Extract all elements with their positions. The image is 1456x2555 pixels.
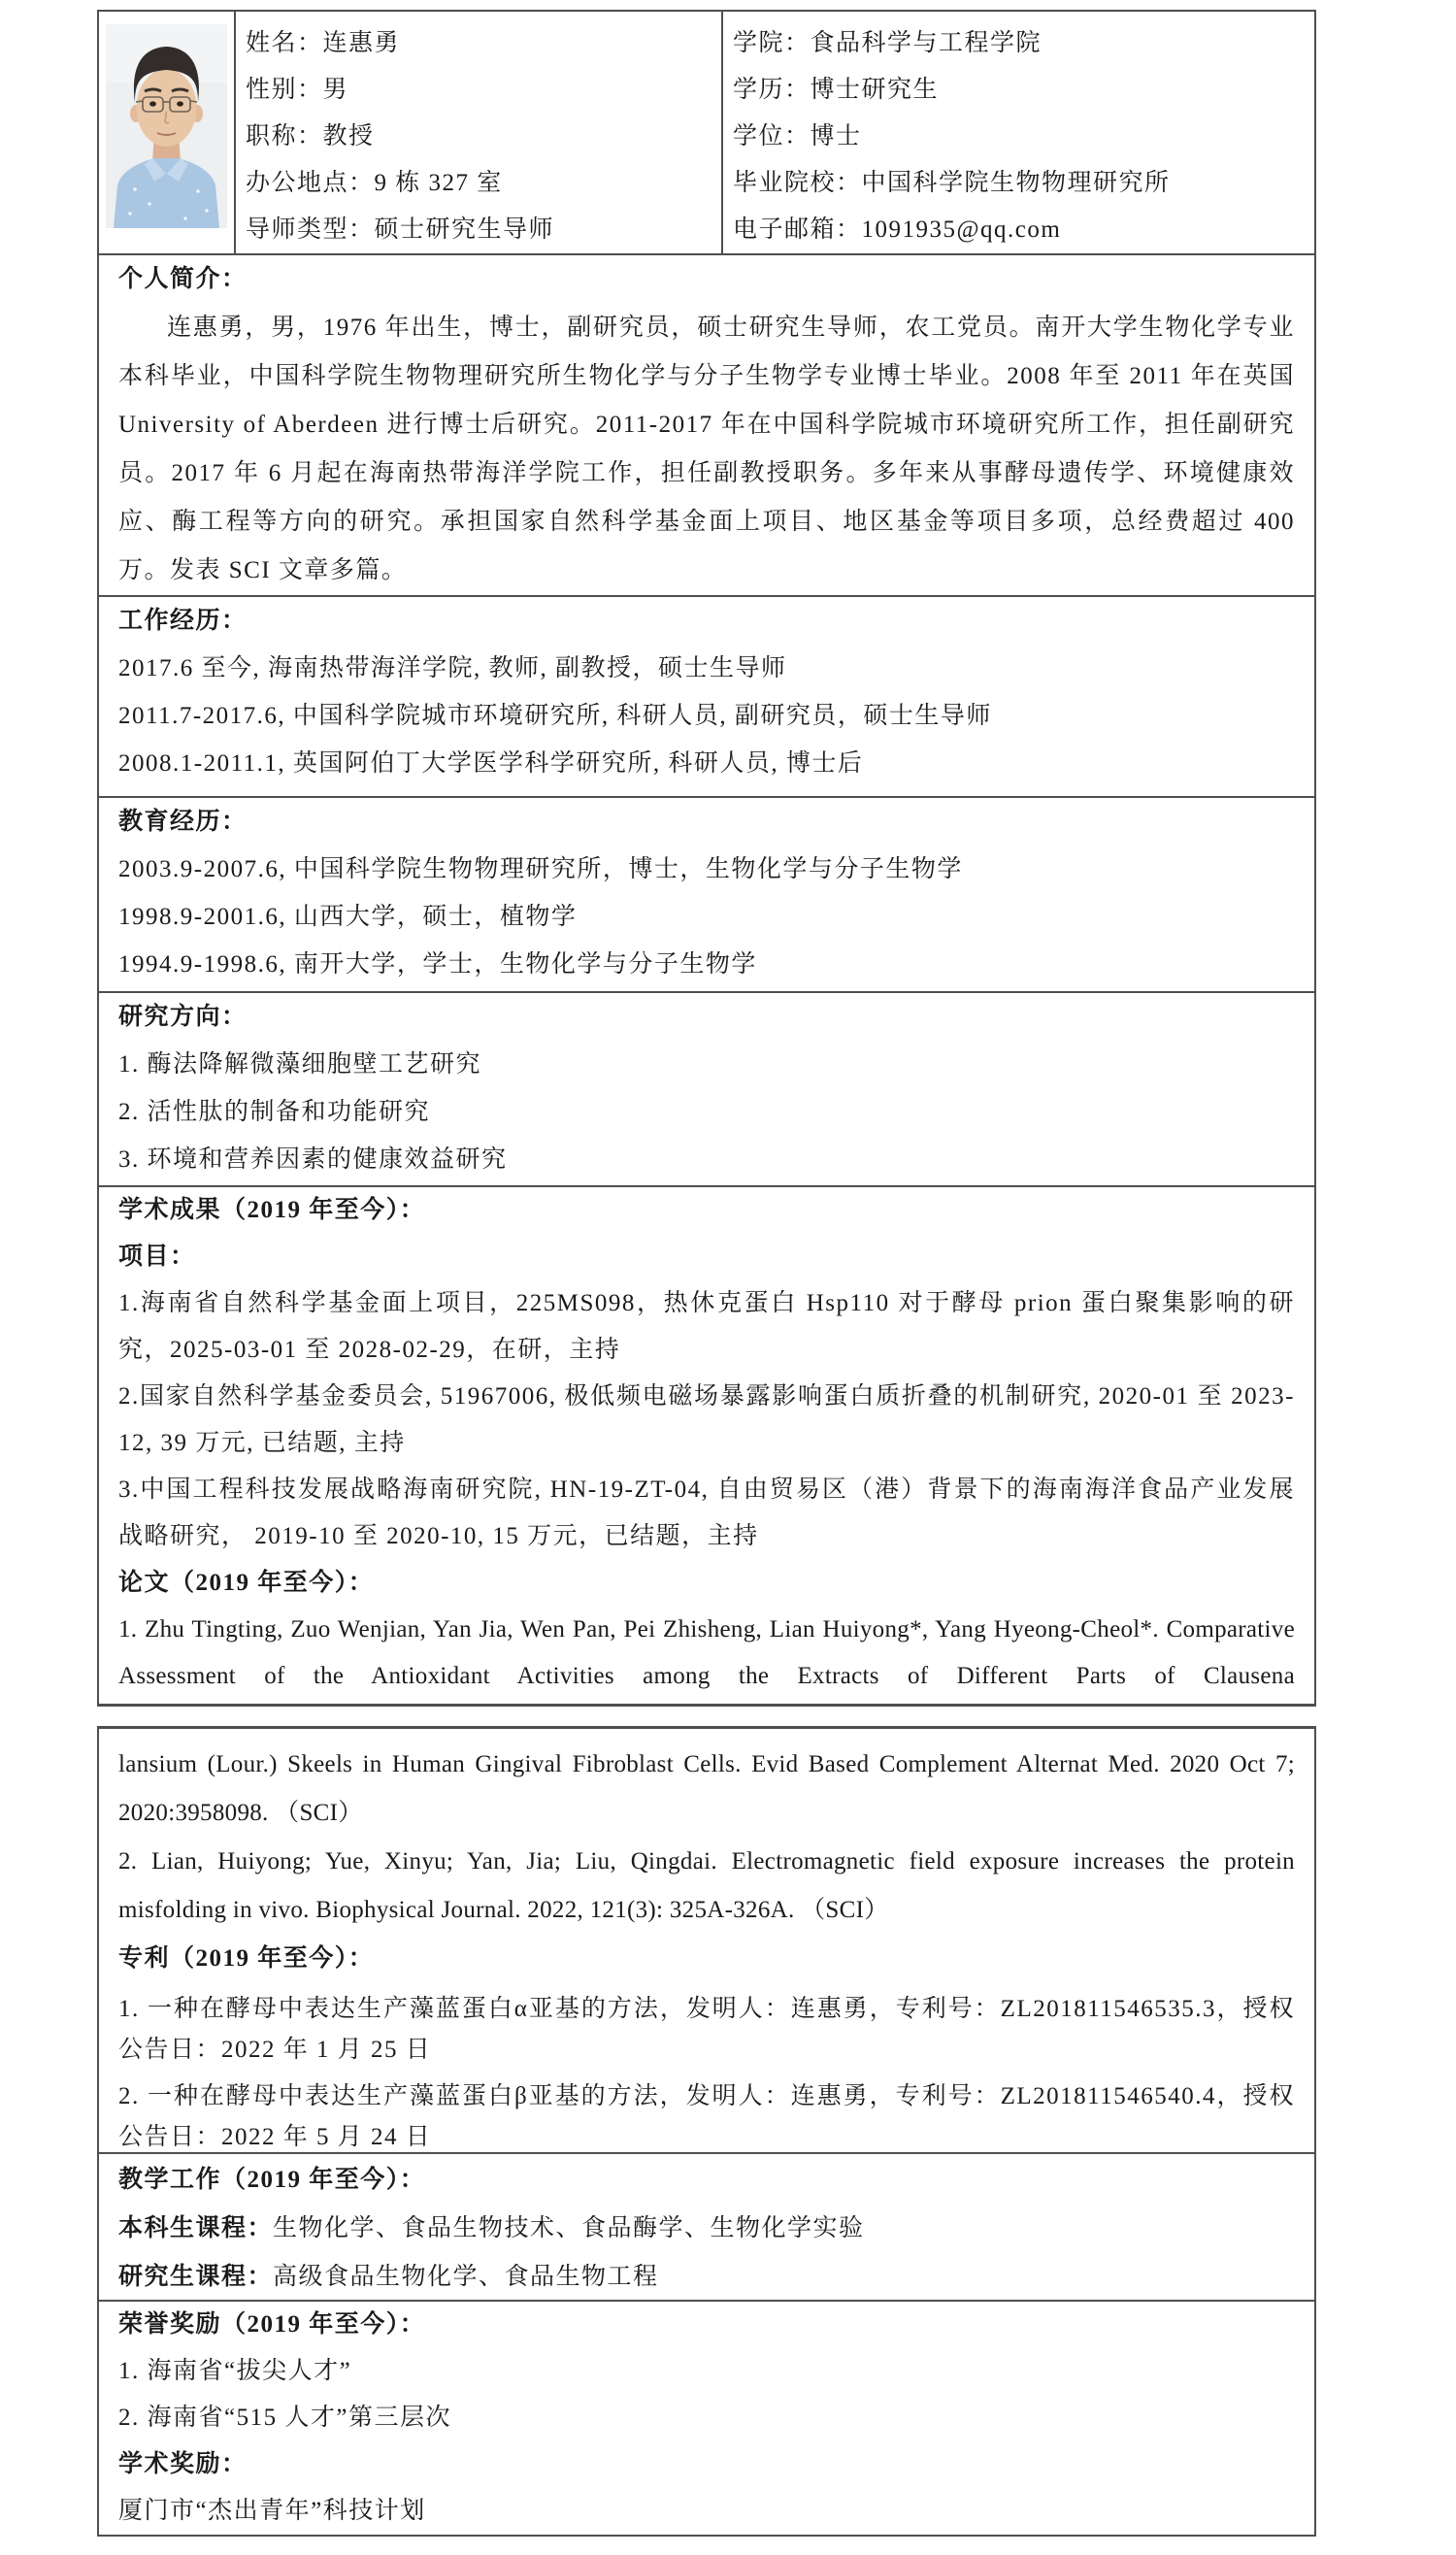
basic-info-left	[236, 12, 723, 253]
basic-info-row	[99, 12, 1314, 255]
grad-courses-value: 高级食品生物化学、食品生物工程	[273, 2264, 659, 2290]
education-title: 教育经历：	[118, 809, 248, 835]
project-item: 2.国家自然科学基金委员会, 51967006, 极低频电磁场暴露影响蛋白质折叠的机制研究, 2020-01 至 2023-12, 39 万元, 已结题, 主持	[118, 1383, 1295, 1456]
academic-award-item: 厦门市“杰出青年”科技计划	[118, 2498, 426, 2524]
info-office: 办公地点：9 栋 327 室	[246, 170, 503, 196]
teaching-title: 教学工作（2019 年至今）：	[118, 2167, 426, 2193]
work-title: 工作经历：	[118, 608, 248, 634]
undergrad-courses	[118, 2205, 1295, 2253]
papers-title: 论文（2019 年至今）：	[118, 1570, 375, 1596]
section-research-directions	[99, 993, 1314, 1187]
paper-item-1-part2: lansium (Lour.) Skeels in Human Gingival Fibroblast Cells. Evid Based Complement Alternat Med. 2020 Oct 7; 2020:3958098. （SCI）	[118, 1751, 1295, 1826]
photo-cell	[99, 12, 236, 253]
intro-title: 个人简介：	[118, 266, 248, 292]
work-item: 2011.7-2017.6, 中国科学院城市环境研究所, 科研人员, 副研究员，硕士生导师	[118, 703, 992, 729]
undergrad-courses-label: 本科生课程：	[118, 2215, 274, 2241]
project-item: 3.中国工程科技发展战略海南研究院, HN-19-ZT-04, 自由贸易区（港）背景下的海南海洋食品产业发展战略研究， 2019-10 至 2020-10, 15 万元，已结题，主持	[118, 1477, 1295, 1549]
info-degree-level: 学历：博士研究生	[733, 77, 940, 103]
intro-body: 连惠勇，男，1976 年出生，博士，副研究员，硕士研究生导师，农工党员。南开大学生物化学专业本科毕业，中国科学院生物物理研究所生物化学与分子生物学专业博士毕业。2008 年至 2011 年在英国 University of Aberdeen 进行博士后研究。2011-2017 年在中国科学院城市环境研究所工作，担任副研究员。2017 年 6 月起在海南热带海洋学院工作，担任副教授职务。多年来从事酵母遗传学、环境健康效应、酶工程等方向的研究。承担国家自然科学基金面上项目、地区基金等项目多项，总经费超过 400 万。发表 SCI 文章多篇。	[118, 315, 1295, 583]
section-intro	[99, 255, 1314, 597]
honor-item: 2. 海南省“515 人才”第三层次	[118, 2405, 451, 2431]
info-name: 姓名：连惠勇	[246, 30, 401, 56]
section-work-experience	[99, 597, 1314, 798]
info-gender: 性别：男	[246, 77, 349, 103]
research-item: 1. 酶法降解微藻细胞壁工艺研究	[118, 1051, 482, 1078]
work-item: 2008.1-2011.1, 英国阿伯丁大学医学科学研究所, 科研人员, 博士后	[118, 750, 864, 777]
section-academic-achievements	[99, 1187, 1314, 1704]
info-degree: 学位：博士	[733, 123, 862, 149]
research-title: 研究方向：	[118, 1004, 248, 1030]
education-item: 1998.9-2001.6, 山西大学，硕士，植物学	[118, 904, 578, 930]
profile-table-page1	[97, 10, 1316, 1707]
portrait-photo	[106, 24, 227, 228]
grad-courses-label: 研究生课程：	[118, 2264, 274, 2290]
section-honors	[99, 2302, 1314, 2535]
info-supervisor-type: 导师类型：硕士研究生导师	[246, 216, 555, 243]
honors-title: 荣誉奖励（2019 年至今）：	[118, 2311, 426, 2338]
achievements-title: 学术成果（2019 年至今）：	[118, 1197, 426, 1223]
education-item: 2003.9-2007.6, 中国科学院生物物理研究所，博士，生物化学与分子生物学	[118, 856, 963, 882]
education-item: 1994.9-1998.6, 南开大学，学士，生物化学与分子生物学	[118, 951, 757, 978]
research-item: 3. 环境和营养因素的健康效益研究	[118, 1146, 508, 1173]
undergrad-courses-value: 生物化学、食品生物技术、食品酶学、生物化学实验	[273, 2215, 865, 2241]
projects-title: 项目：	[118, 1244, 196, 1270]
paper-item-2: 2. Lian, Huiyong; Yue, Xinyu; Yan, Jia; Liu, Qingdai. Electromagnetic field exposure increases the protein misfolding in vivo. Biophysical Journal. 2022, 121(3): 325A-326A. （SCI）	[118, 1848, 1295, 1923]
section-teaching	[99, 2154, 1314, 2302]
patents-title: 专利（2019 年至今）：	[118, 1945, 375, 1972]
paper-item-1-part1: 1. Zhu Tingting, Zuo Wenjian, Yan Jia, Wen Pan, Pei Zhisheng, Lian Huiyong*, Yang Hyeong-Cheol*. Comparative Assessment of the Antioxidant Activities among the Extracts of Different Parts of Clausena	[118, 1616, 1295, 1689]
patent-item: 2. 一种在酵母中表达生产藻蓝蛋白β亚基的方法，发明人：连惠勇，专利号：ZL201811546540.4，授权公告日：2022 年 5 月 24 日	[118, 2083, 1295, 2150]
basic-info-right	[723, 12, 1314, 253]
research-item: 2. 活性肽的制备和功能研究	[118, 1099, 431, 1125]
section-papers-continued-patents	[99, 1729, 1314, 2154]
info-college: 学院：食品科学与工程学院	[733, 30, 1042, 56]
project-item: 1.海南省自然科学基金面上项目，225MS098，热休克蛋白 Hsp110 对于酵母 prion 蛋白聚集影响的研究，2025-03-01 至 2028-02-29，在研，主持	[118, 1290, 1295, 1363]
honor-item: 1. 海南省“拔尖人才”	[118, 2358, 352, 2384]
patent-item: 1. 一种在酵母中表达生产藻蓝蛋白α亚基的方法，发明人：连惠勇，专利号：ZL201811546535.3，授权公告日：2022 年 1 月 25 日	[118, 1996, 1295, 2063]
info-alma-mater: 毕业院校：中国科学院生物物理研究所	[733, 170, 1171, 196]
work-item: 2017.6 至今, 海南热带海洋学院, 教师, 副教授，硕士生导师	[118, 655, 787, 681]
info-title: 职称：教授	[246, 123, 375, 149]
profile-table-page2	[97, 1726, 1316, 2537]
grad-courses	[118, 2253, 1295, 2302]
section-education	[99, 798, 1314, 993]
info-email: 电子邮箱：1091935@qq.com	[733, 216, 1062, 243]
academic-awards-title: 学术奖励：	[118, 2451, 248, 2477]
